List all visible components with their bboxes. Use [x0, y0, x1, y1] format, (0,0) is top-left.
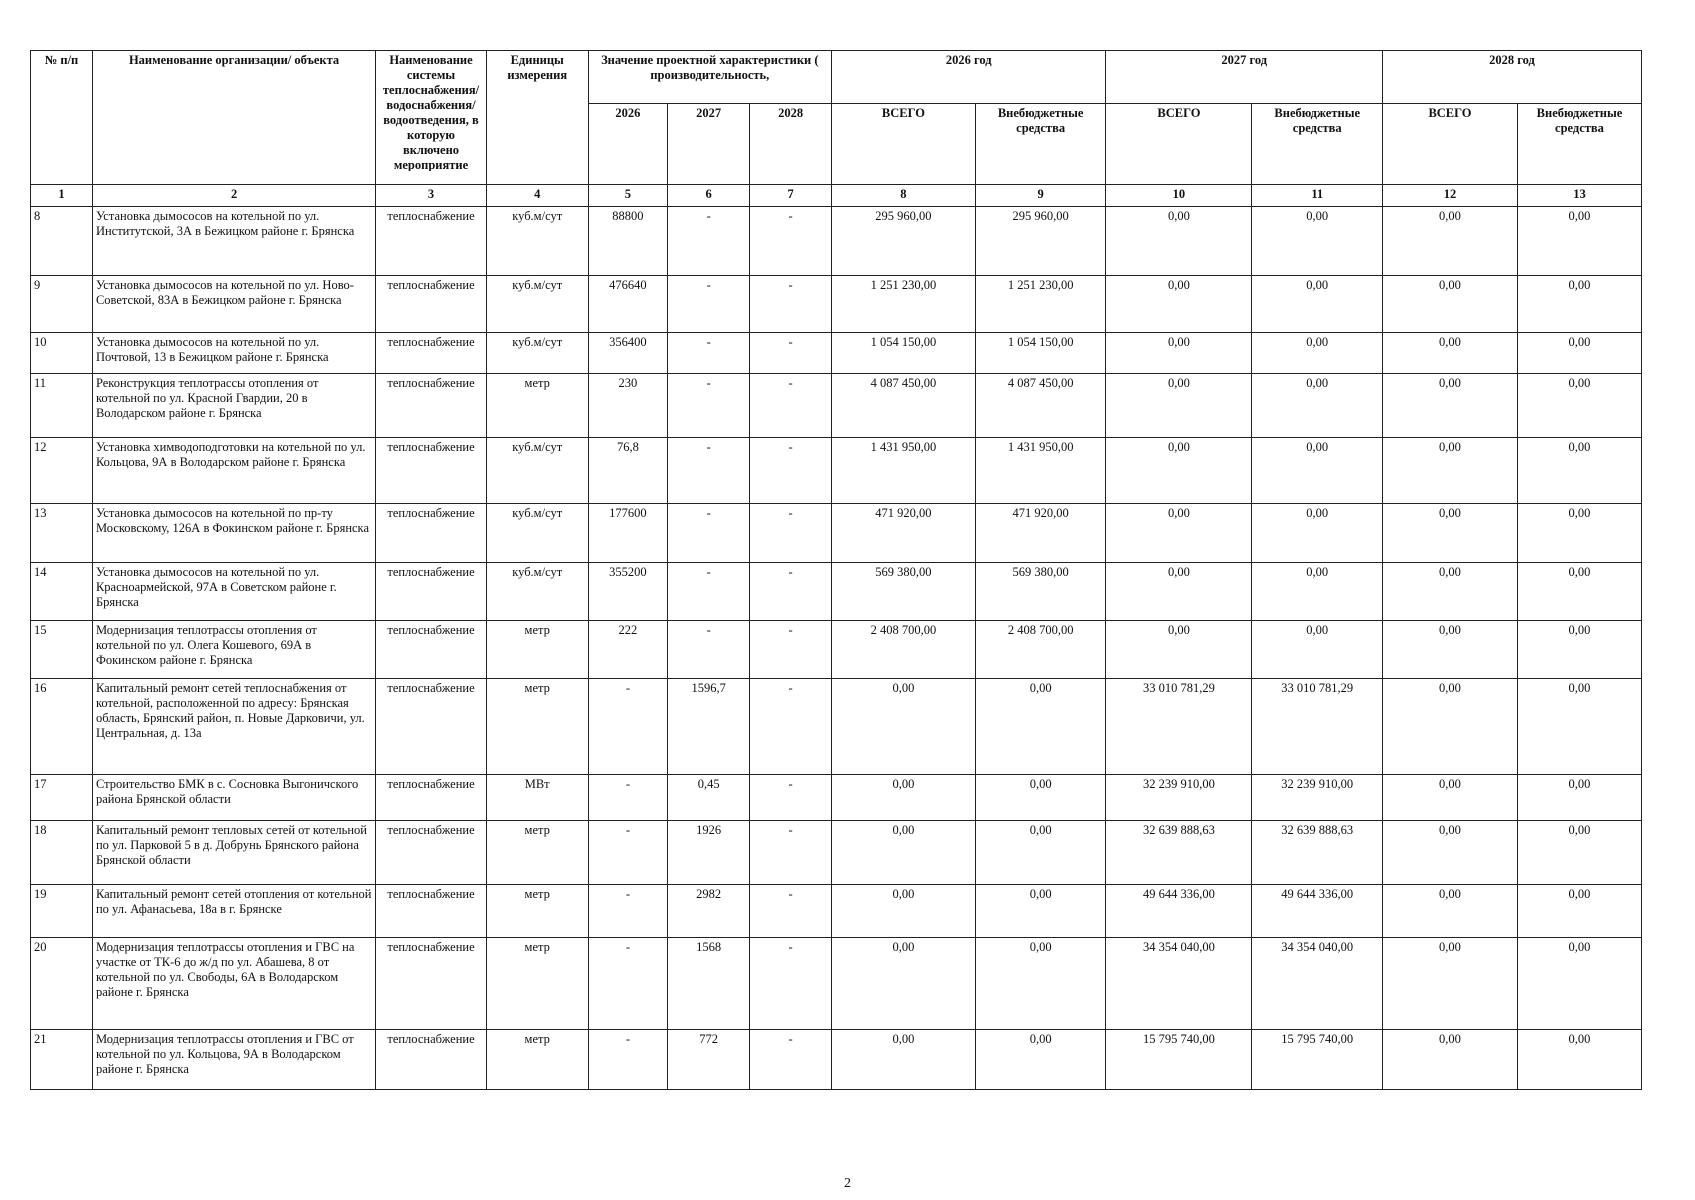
- total-2026: 4 087 450,00: [832, 374, 976, 438]
- extra-2027: 0,00: [1252, 438, 1383, 504]
- total-2027: 0,00: [1106, 276, 1252, 333]
- extra-2028: 0,00: [1517, 938, 1641, 1030]
- table-row: [31, 276, 1642, 333]
- capacity-2028: -: [750, 276, 832, 333]
- capacity-2027: -: [668, 207, 750, 276]
- total-2027: 49 644 336,00: [1106, 885, 1252, 938]
- system-cell: теплоснабжение: [376, 938, 487, 1030]
- row-number: 12: [31, 438, 93, 504]
- row-number: 20: [31, 938, 93, 1030]
- capacity-2028: -: [750, 1030, 832, 1090]
- col-number: 9: [975, 185, 1106, 207]
- capacity-2026: 88800: [588, 207, 668, 276]
- extra-2027: 0,00: [1252, 333, 1383, 374]
- table-row: [31, 333, 1642, 374]
- row-number: 9: [31, 276, 93, 333]
- capacity-2028: -: [750, 504, 832, 563]
- extra-2026: 1 054 150,00: [975, 333, 1106, 374]
- header-total-2026: ВСЕГО: [832, 104, 976, 185]
- document-sheet: [30, 50, 1642, 1090]
- capacity-2027: -: [668, 374, 750, 438]
- capacity-2026: -: [588, 1030, 668, 1090]
- investment-table: [30, 50, 1642, 1090]
- capacity-2027: -: [668, 438, 750, 504]
- header-system: Наименование системы теплоснабжения/водоснабжения/водоотведения, в которую включено мероприятие: [376, 51, 487, 185]
- table-row: [31, 885, 1642, 938]
- header-extra-2028: Внебюджетные средства: [1517, 104, 1641, 185]
- extra-2028: 0,00: [1517, 207, 1641, 276]
- extra-2028: 0,00: [1517, 563, 1641, 621]
- table-row: [31, 504, 1642, 563]
- row-number: 13: [31, 504, 93, 563]
- total-2027: 32 639 888,63: [1106, 821, 1252, 885]
- object-name: Реконструкция теплотрассы отопления от котельной по ул. Красной Гвардии, 20 в Володарском районе г. Брянска: [92, 374, 375, 438]
- unit-cell: куб.м/сут: [486, 276, 588, 333]
- total-2026: 1 431 950,00: [832, 438, 976, 504]
- table-row: [31, 821, 1642, 885]
- system-cell: теплоснабжение: [376, 775, 487, 821]
- col-number: 3: [376, 185, 487, 207]
- capacity-2026: -: [588, 885, 668, 938]
- extra-2027: 0,00: [1252, 276, 1383, 333]
- header-units: Единицы измерения: [486, 51, 588, 185]
- row-number: 14: [31, 563, 93, 621]
- unit-cell: куб.м/сут: [486, 207, 588, 276]
- total-2028: 0,00: [1383, 207, 1518, 276]
- header-year-2026: 2026 год: [832, 51, 1106, 104]
- unit-cell: метр: [486, 1030, 588, 1090]
- row-number: 10: [31, 333, 93, 374]
- extra-2027: 32 639 888,63: [1252, 821, 1383, 885]
- total-2028: 0,00: [1383, 374, 1518, 438]
- extra-2028: 0,00: [1517, 438, 1641, 504]
- total-2027: 15 795 740,00: [1106, 1030, 1252, 1090]
- header-row-1: [31, 51, 1642, 104]
- extra-2026: 1 431 950,00: [975, 438, 1106, 504]
- unit-cell: куб.м/сут: [486, 504, 588, 563]
- total-2027: 0,00: [1106, 621, 1252, 679]
- system-cell: теплоснабжение: [376, 333, 487, 374]
- extra-2026: 4 087 450,00: [975, 374, 1106, 438]
- total-2028: 0,00: [1383, 438, 1518, 504]
- capacity-2026: 177600: [588, 504, 668, 563]
- header-extra-2026: Внебюджетные средства: [975, 104, 1106, 185]
- system-cell: теплоснабжение: [376, 679, 487, 775]
- table-row: [31, 374, 1642, 438]
- capacity-2026: 230: [588, 374, 668, 438]
- col-number: 4: [486, 185, 588, 207]
- extra-2027: 0,00: [1252, 563, 1383, 621]
- system-cell: теплоснабжение: [376, 276, 487, 333]
- col-number: 8: [832, 185, 976, 207]
- extra-2026: 471 920,00: [975, 504, 1106, 563]
- extra-2028: 0,00: [1517, 885, 1641, 938]
- extra-2028: 0,00: [1517, 504, 1641, 563]
- object-name: Строительство БМК в с. Сосновка Выгоничского района Брянской области: [92, 775, 375, 821]
- object-name: Установка химводоподготовки на котельной по ул. Кольцова, 9А в Володарском районе г. Брянска: [92, 438, 375, 504]
- unit-cell: куб.м/сут: [486, 333, 588, 374]
- col-number: 7: [750, 185, 832, 207]
- capacity-2027: 1926: [668, 821, 750, 885]
- capacity-2027: -: [668, 333, 750, 374]
- capacity-2026: 76,8: [588, 438, 668, 504]
- total-2027: 0,00: [1106, 333, 1252, 374]
- object-name: Установка дымососов на котельной по ул. Институтской, 3А в Бежицком районе г. Брянска: [92, 207, 375, 276]
- row-number: 17: [31, 775, 93, 821]
- total-2028: 0,00: [1383, 621, 1518, 679]
- total-2026: 0,00: [832, 938, 976, 1030]
- system-cell: теплоснабжение: [376, 885, 487, 938]
- capacity-2028: -: [750, 679, 832, 775]
- capacity-2026: -: [588, 679, 668, 775]
- total-2026: 0,00: [832, 1030, 976, 1090]
- extra-2026: 295 960,00: [975, 207, 1106, 276]
- total-2027: 0,00: [1106, 563, 1252, 621]
- capacity-2026: -: [588, 821, 668, 885]
- total-2028: 0,00: [1383, 333, 1518, 374]
- total-2026: 569 380,00: [832, 563, 976, 621]
- total-2026: 471 920,00: [832, 504, 976, 563]
- extra-2027: 49 644 336,00: [1252, 885, 1383, 938]
- extra-2027: 33 010 781,29: [1252, 679, 1383, 775]
- row-number: 21: [31, 1030, 93, 1090]
- header-name: Наименование организации/ объекта: [92, 51, 375, 185]
- capacity-2028: -: [750, 621, 832, 679]
- col-number: 11: [1252, 185, 1383, 207]
- extra-2026: 569 380,00: [975, 563, 1106, 621]
- capacity-2028: -: [750, 885, 832, 938]
- total-2027: 0,00: [1106, 207, 1252, 276]
- system-cell: теплоснабжение: [376, 374, 487, 438]
- capacity-2028: -: [750, 821, 832, 885]
- total-2026: 1 251 230,00: [832, 276, 976, 333]
- extra-2026: 0,00: [975, 938, 1106, 1030]
- unit-cell: куб.м/сут: [486, 438, 588, 504]
- capacity-2026: 355200: [588, 563, 668, 621]
- capacity-2027: 1568: [668, 938, 750, 1030]
- system-cell: теплоснабжение: [376, 1030, 487, 1090]
- extra-2028: 0,00: [1517, 775, 1641, 821]
- header-extra-2027: Внебюджетные средства: [1252, 104, 1383, 185]
- unit-cell: МВт: [486, 775, 588, 821]
- extra-2026: 0,00: [975, 679, 1106, 775]
- col-number: 5: [588, 185, 668, 207]
- total-2028: 0,00: [1383, 563, 1518, 621]
- col-number: 2: [92, 185, 375, 207]
- capacity-2026: 222: [588, 621, 668, 679]
- system-cell: теплоснабжение: [376, 563, 487, 621]
- row-number: 11: [31, 374, 93, 438]
- total-2026: 0,00: [832, 821, 976, 885]
- extra-2027: 0,00: [1252, 207, 1383, 276]
- row-number: 18: [31, 821, 93, 885]
- total-2026: 2 408 700,00: [832, 621, 976, 679]
- capacity-2028: -: [750, 775, 832, 821]
- total-2026: 1 054 150,00: [832, 333, 976, 374]
- object-name: Модернизация теплотрассы отопления и ГВС от котельной по ул. Кольцова, 9А в Володарском районе г. Брянска: [92, 1030, 375, 1090]
- capacity-2026: 356400: [588, 333, 668, 374]
- table-row: [31, 563, 1642, 621]
- system-cell: теплоснабжение: [376, 821, 487, 885]
- capacity-2028: -: [750, 563, 832, 621]
- total-2028: 0,00: [1383, 938, 1518, 1030]
- total-2028: 0,00: [1383, 679, 1518, 775]
- total-2027: 0,00: [1106, 504, 1252, 563]
- total-2026: 295 960,00: [832, 207, 976, 276]
- system-cell: теплоснабжение: [376, 621, 487, 679]
- extra-2027: 34 354 040,00: [1252, 938, 1383, 1030]
- col-number: 6: [668, 185, 750, 207]
- header-num: № п/п: [31, 51, 93, 185]
- unit-cell: куб.м/сут: [486, 563, 588, 621]
- col-number: 12: [1383, 185, 1518, 207]
- object-name: Модернизация теплотрассы отопления от котельной по ул. Олега Кошевого, 69А в Фокинском районе г. Брянска: [92, 621, 375, 679]
- extra-2026: 0,00: [975, 821, 1106, 885]
- extra-2028: 0,00: [1517, 621, 1641, 679]
- capacity-2028: -: [750, 333, 832, 374]
- table-row: [31, 621, 1642, 679]
- object-name: Установка дымососов на котельной по пр-ту Московскому, 126А в Фокинском районе г. Брянска: [92, 504, 375, 563]
- system-cell: теплоснабжение: [376, 504, 487, 563]
- header-year-2027: 2027 год: [1106, 51, 1383, 104]
- unit-cell: метр: [486, 621, 588, 679]
- table-row: [31, 438, 1642, 504]
- total-2028: 0,00: [1383, 504, 1518, 563]
- unit-cell: метр: [486, 885, 588, 938]
- total-2027: 33 010 781,29: [1106, 679, 1252, 775]
- row-number: 15: [31, 621, 93, 679]
- total-2027: 34 354 040,00: [1106, 938, 1252, 1030]
- object-name: Капитальный ремонт сетей теплоснабжения от котельной, расположенной по адресу: Брянская область, Брянский район, п. Новые Дарковичи, ул. Центральная, д. 13а: [92, 679, 375, 775]
- capacity-2026: -: [588, 775, 668, 821]
- table-row: [31, 679, 1642, 775]
- total-2028: 0,00: [1383, 885, 1518, 938]
- total-2027: 32 239 910,00: [1106, 775, 1252, 821]
- capacity-2027: -: [668, 276, 750, 333]
- total-2026: 0,00: [832, 885, 976, 938]
- extra-2027: 15 795 740,00: [1252, 1030, 1383, 1090]
- extra-2027: 0,00: [1252, 504, 1383, 563]
- object-name: Установка дымососов на котельной по ул. Ново-Советской, 83А в Бежицком районе г. Брянска: [92, 276, 375, 333]
- extra-2028: 0,00: [1517, 1030, 1641, 1090]
- unit-cell: метр: [486, 821, 588, 885]
- total-2027: 0,00: [1106, 374, 1252, 438]
- system-cell: теплоснабжение: [376, 207, 487, 276]
- extra-2026: 0,00: [975, 775, 1106, 821]
- table-row: [31, 1030, 1642, 1090]
- total-2026: 0,00: [832, 775, 976, 821]
- object-name: Установка дымососов на котельной по ул. Красноармейской, 97А в Советском районе г. Брянска: [92, 563, 375, 621]
- capacity-2028: -: [750, 374, 832, 438]
- row-number: 19: [31, 885, 93, 938]
- total-2028: 0,00: [1383, 775, 1518, 821]
- capacity-2028: -: [750, 438, 832, 504]
- capacity-2026: 476640: [588, 276, 668, 333]
- col-number: 13: [1517, 185, 1641, 207]
- total-2028: 0,00: [1383, 1030, 1518, 1090]
- capacity-2027: 2982: [668, 885, 750, 938]
- extra-2028: 0,00: [1517, 374, 1641, 438]
- extra-2026: 1 251 230,00: [975, 276, 1106, 333]
- total-2027: 0,00: [1106, 438, 1252, 504]
- row-number: 16: [31, 679, 93, 775]
- extra-2028: 0,00: [1517, 679, 1641, 775]
- col-number: 1: [31, 185, 93, 207]
- capacity-2028: -: [750, 207, 832, 276]
- system-cell: теплоснабжение: [376, 438, 487, 504]
- extra-2028: 0,00: [1517, 276, 1641, 333]
- extra-2027: 0,00: [1252, 374, 1383, 438]
- capacity-2027: -: [668, 504, 750, 563]
- extra-2026: 0,00: [975, 1030, 1106, 1090]
- col-number: 10: [1106, 185, 1252, 207]
- unit-cell: метр: [486, 374, 588, 438]
- extra-2026: 2 408 700,00: [975, 621, 1106, 679]
- table-row: [31, 207, 1642, 276]
- header-cap-2026: 2026: [588, 104, 668, 185]
- header-total-2028: ВСЕГО: [1383, 104, 1518, 185]
- extra-2028: 0,00: [1517, 333, 1641, 374]
- capacity-2027: -: [668, 621, 750, 679]
- extra-2028: 0,00: [1517, 821, 1641, 885]
- row-number: 8: [31, 207, 93, 276]
- total-2026: 0,00: [832, 679, 976, 775]
- total-2028: 0,00: [1383, 276, 1518, 333]
- table-row: [31, 938, 1642, 1030]
- capacity-2027: 0,45: [668, 775, 750, 821]
- capacity-2026: -: [588, 938, 668, 1030]
- object-name: Капитальный ремонт тепловых сетей от котельной по ул. Парковой 5 в д. Добрунь Брянского района Брянской области: [92, 821, 375, 885]
- total-2028: 0,00: [1383, 821, 1518, 885]
- capacity-2027: 1596,7: [668, 679, 750, 775]
- header-cap-2027: 2027: [668, 104, 750, 185]
- extra-2026: 0,00: [975, 885, 1106, 938]
- header-year-2028: 2028 год: [1383, 51, 1642, 104]
- header-cap-2028: 2028: [750, 104, 832, 185]
- extra-2027: 0,00: [1252, 621, 1383, 679]
- unit-cell: метр: [486, 679, 588, 775]
- unit-cell: метр: [486, 938, 588, 1030]
- extra-2027: 32 239 910,00: [1252, 775, 1383, 821]
- header-number-row: [31, 185, 1642, 207]
- object-name: Капитальный ремонт сетей отопления от котельной по ул. Афанасьева, 18а в г. Брянске: [92, 885, 375, 938]
- header-capacity: Значение проектной характеристики ( производительность,: [588, 51, 831, 104]
- page-number: 2: [844, 1176, 851, 1191]
- object-name: Модернизация теплотрассы отопления и ГВС на участке от ТК-6 до ж/д по ул. Абашева, 8 от котельной по ул. Свободы, 6А в Володарском районе г. Брянска: [92, 938, 375, 1030]
- capacity-2027: 772: [668, 1030, 750, 1090]
- object-name: Установка дымососов на котельной по ул. Почтовой, 13 в Бежицком районе г. Брянска: [92, 333, 375, 374]
- capacity-2028: -: [750, 938, 832, 1030]
- capacity-2027: -: [668, 563, 750, 621]
- header-total-2027: ВСЕГО: [1106, 104, 1252, 185]
- table-row: [31, 775, 1642, 821]
